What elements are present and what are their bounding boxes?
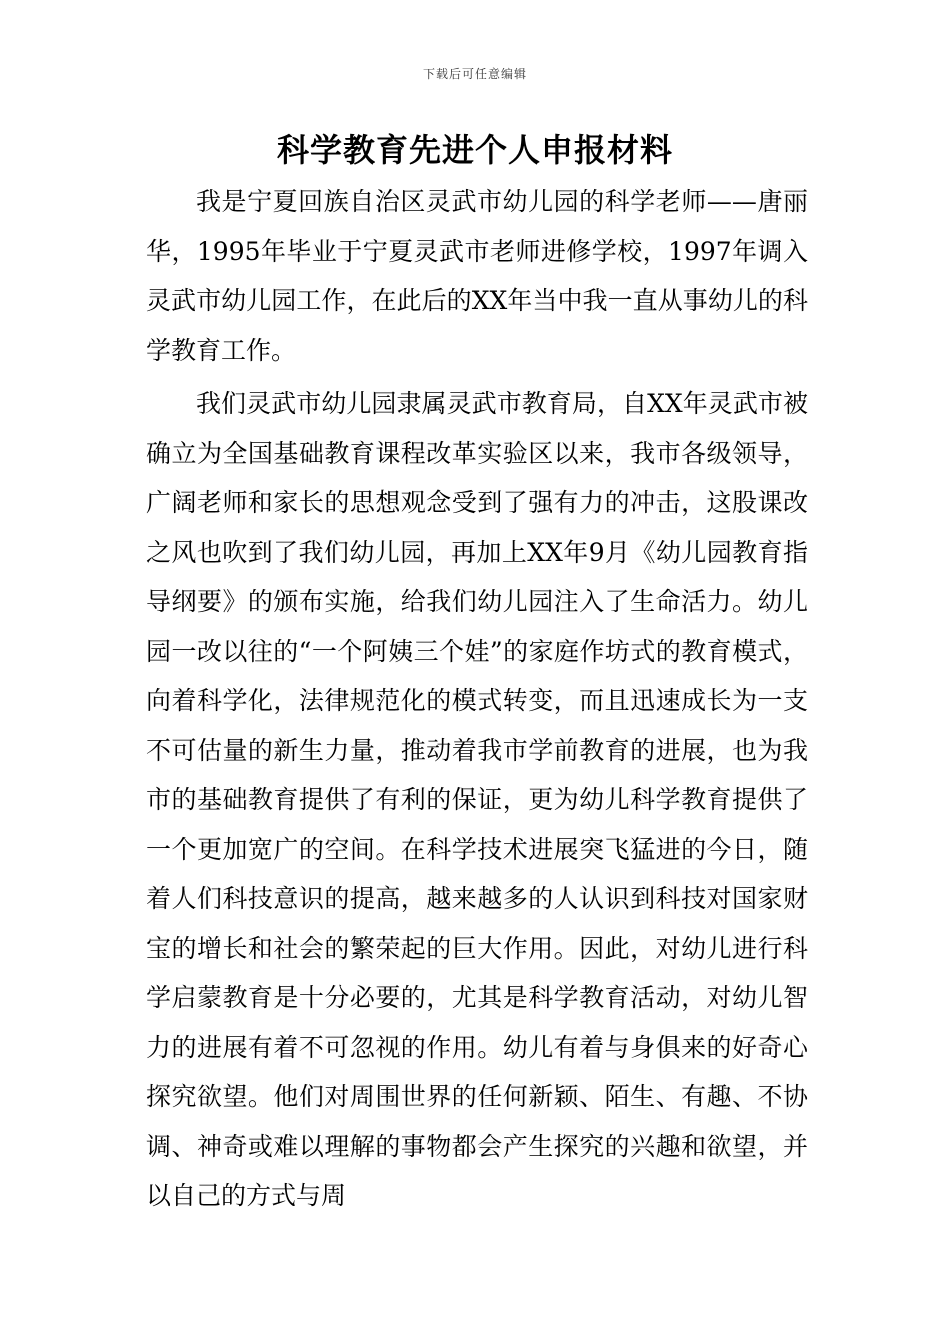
paragraph-1: 我是宁夏回族自治区灵武市幼儿园的科学老师——唐丽华，1995年毕业于宁夏灵武市老师进修学校，1997年调入灵武市幼儿园工作，在此后的XX年当中我一直从事幼儿的科学教育工作。 (146, 187, 808, 365)
paragraph-2: 我们灵武市幼儿园隶属灵武市教育局，自XX年灵武市被确立为全国基础教育课程改革实验区以来，我市各级领导，广阔老师和家长的思想观念受到了强有力的冲击，这股课改之风也吹到了我们幼儿园，再加上XX年9月《幼儿园教育指导纲要》的颁布实施，给我们幼儿园注入了生命活力。幼儿园一改以往的“一个阿姨三个娃”的家庭作坊式的教育模式，向着科学化，法律规范化的模式转变，而且迅速成长为一支不可估量的新生力量，推动着我市学前教育的进展，也为我市的基础教育提供了有利的保证，更为幼儿科学教育提供了一个更加宽广的空间。在科学技术进展突飞猛进的今日，随着人们科技意识的提高，越来越多的人认识到科技对国家财宝的增长和社会的繁荣起的巨大作用。因此，对幼儿进行科学启蒙教育是十分必要的，尤其是科学教育活动，对幼儿智力的进展有着不可忽视的作用。幼儿有着与身俱来的好奇心探究欲望。他们对周围世界的任何新颖、陌生、有趣、不协调、神奇或难以理解的事物都会产生探究的兴趣和欲望，并以自己的方式与周 (146, 389, 808, 1210)
document-title: 科学教育先进个人申报材料 (276, 131, 673, 169)
document-body (146, 177, 808, 1221)
header-note: 下载后可任意编辑 (422, 67, 527, 81)
